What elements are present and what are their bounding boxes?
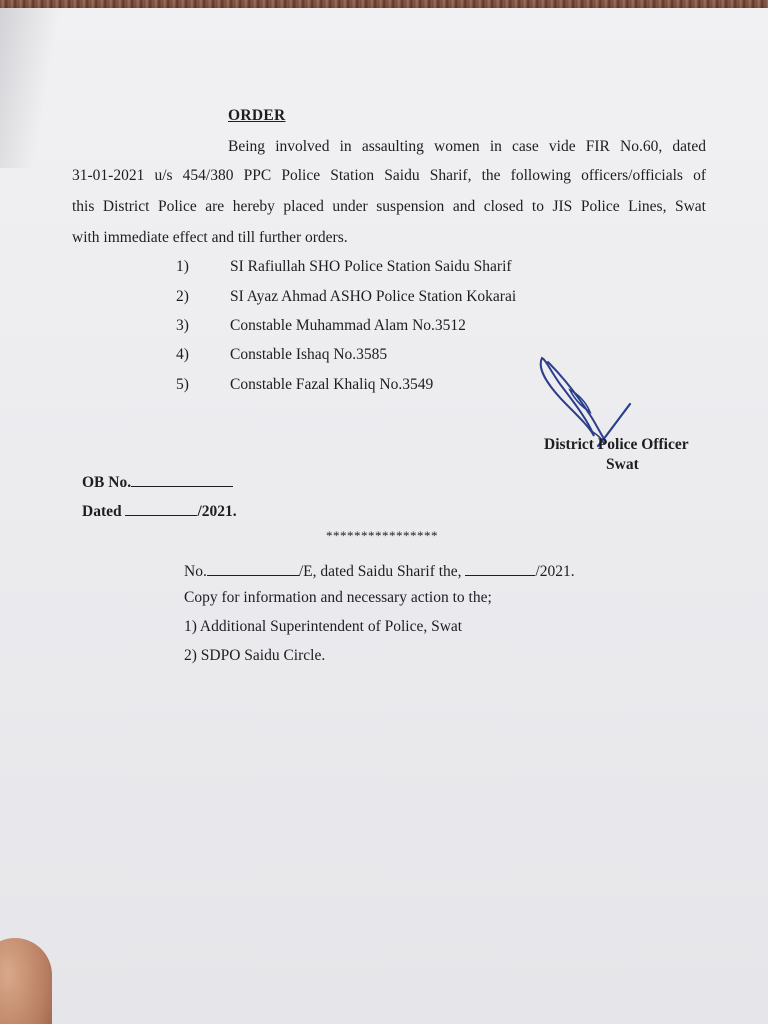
ob-dated-blank xyxy=(125,501,197,516)
list-item-text: Constable Muhammad Alam No.3512 xyxy=(230,317,466,334)
ob-number-blank xyxy=(131,472,233,487)
signatory-designation: District Police Officer xyxy=(544,436,689,453)
endorsement-no-label: No. xyxy=(184,563,207,580)
endorsement-date-blank xyxy=(465,561,535,576)
separator-stars: **************** xyxy=(326,528,438,543)
endorsement-number-line xyxy=(184,561,575,582)
order-title: ORDER xyxy=(228,107,286,124)
list-item-number: 1) xyxy=(176,258,189,275)
endorsement-year: /2021. xyxy=(535,563,575,580)
ob-number-label: OB No. xyxy=(82,474,132,491)
endorsement-no-blank xyxy=(207,561,299,576)
order-paragraph-line-2: 31-01-2021 u/s 454/380 PPC Police Station Saidu Sharif, the following officers/officials of xyxy=(72,167,706,184)
list-item-text: SI Rafiullah SHO Police Station Saidu Sharif xyxy=(230,258,512,275)
order-paragraph-line-1: Being involved in assaulting women in case vide FIR No.60, dated xyxy=(228,138,706,155)
page-fold-shadow xyxy=(0,8,60,168)
list-item-number: 5) xyxy=(176,376,189,393)
signatory-location: Swat xyxy=(606,456,639,473)
list-item-text: Constable Fazal Khaliq No.3549 xyxy=(230,376,434,393)
order-paragraph-line-3: this District Police are hereby placed under suspension and closed to JIS Police Lines, Swat xyxy=(72,198,706,215)
order-paragraph-line-4: with immediate effect and till further orders. xyxy=(72,229,348,246)
recipient-item: 2) SDPO Saidu Circle. xyxy=(184,647,326,664)
ob-dated-line xyxy=(82,501,237,522)
endorsement-dated-text: /E, dated Saidu Sharif the, xyxy=(298,563,462,580)
list-item-text: Constable Ishaq No.3585 xyxy=(230,346,388,363)
list-item-number: 4) xyxy=(176,346,189,363)
ob-dated-label: Dated xyxy=(82,503,122,520)
ob-dated-suffix: /2021. xyxy=(197,503,237,520)
recipient-item: 1) Additional Superintendent of Police, Swat xyxy=(184,618,463,635)
ob-number-line xyxy=(82,472,233,493)
copy-line: Copy for information and necessary action to the; xyxy=(184,589,492,606)
list-item-number: 3) xyxy=(176,317,189,334)
list-item-text: SI Ayaz Ahmad ASHO Police Station Kokarai xyxy=(230,288,517,305)
list-item-number: 2) xyxy=(176,288,189,305)
